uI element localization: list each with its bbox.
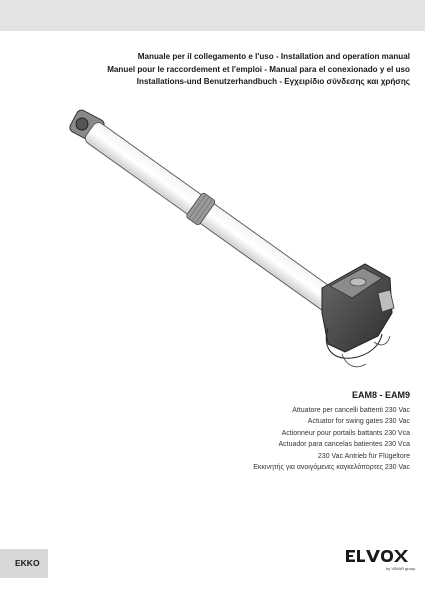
manual-title-block xyxy=(107,51,410,89)
description-gr: Εκκινητής για ανοιγόμενες καγκελόπορτες 230 Vac xyxy=(253,464,410,472)
header-band xyxy=(0,0,425,31)
elvox-logo xyxy=(346,548,416,572)
product-model: EAM8 - EAM9 xyxy=(351,390,410,400)
description-de: 230 Vac Antrieb für Flügeltore xyxy=(317,452,410,460)
brand-tagline: by VIMAR group xyxy=(386,566,416,571)
description-es: Actuador para cancelas batientes 230 Vca xyxy=(278,441,410,449)
product-description-list xyxy=(253,405,410,473)
description-fr: Actionneur pour portails battants 230 Vca xyxy=(281,429,410,437)
motor-housing xyxy=(322,264,394,367)
actuator-tube xyxy=(81,118,359,328)
series-label: EKKO xyxy=(15,558,40,568)
actuator-illustration xyxy=(60,108,400,370)
title-line-3: Installations-und Benutzerhandbuch - Εγχειρίδιο σύνδεσης και χρήσης xyxy=(136,77,410,86)
description-en: Actuator for swing gates 230 Vac xyxy=(307,418,410,426)
description-it: Attuatore per cancelli battenti 230 Vac xyxy=(292,407,410,414)
title-line-1: Manuale per il collegamento e l'uso - Installation and operation manual xyxy=(137,52,410,61)
title-line-2: Manuel pour le raccordement et l'emploi - Manual para el conexionado y el uso xyxy=(107,64,410,74)
